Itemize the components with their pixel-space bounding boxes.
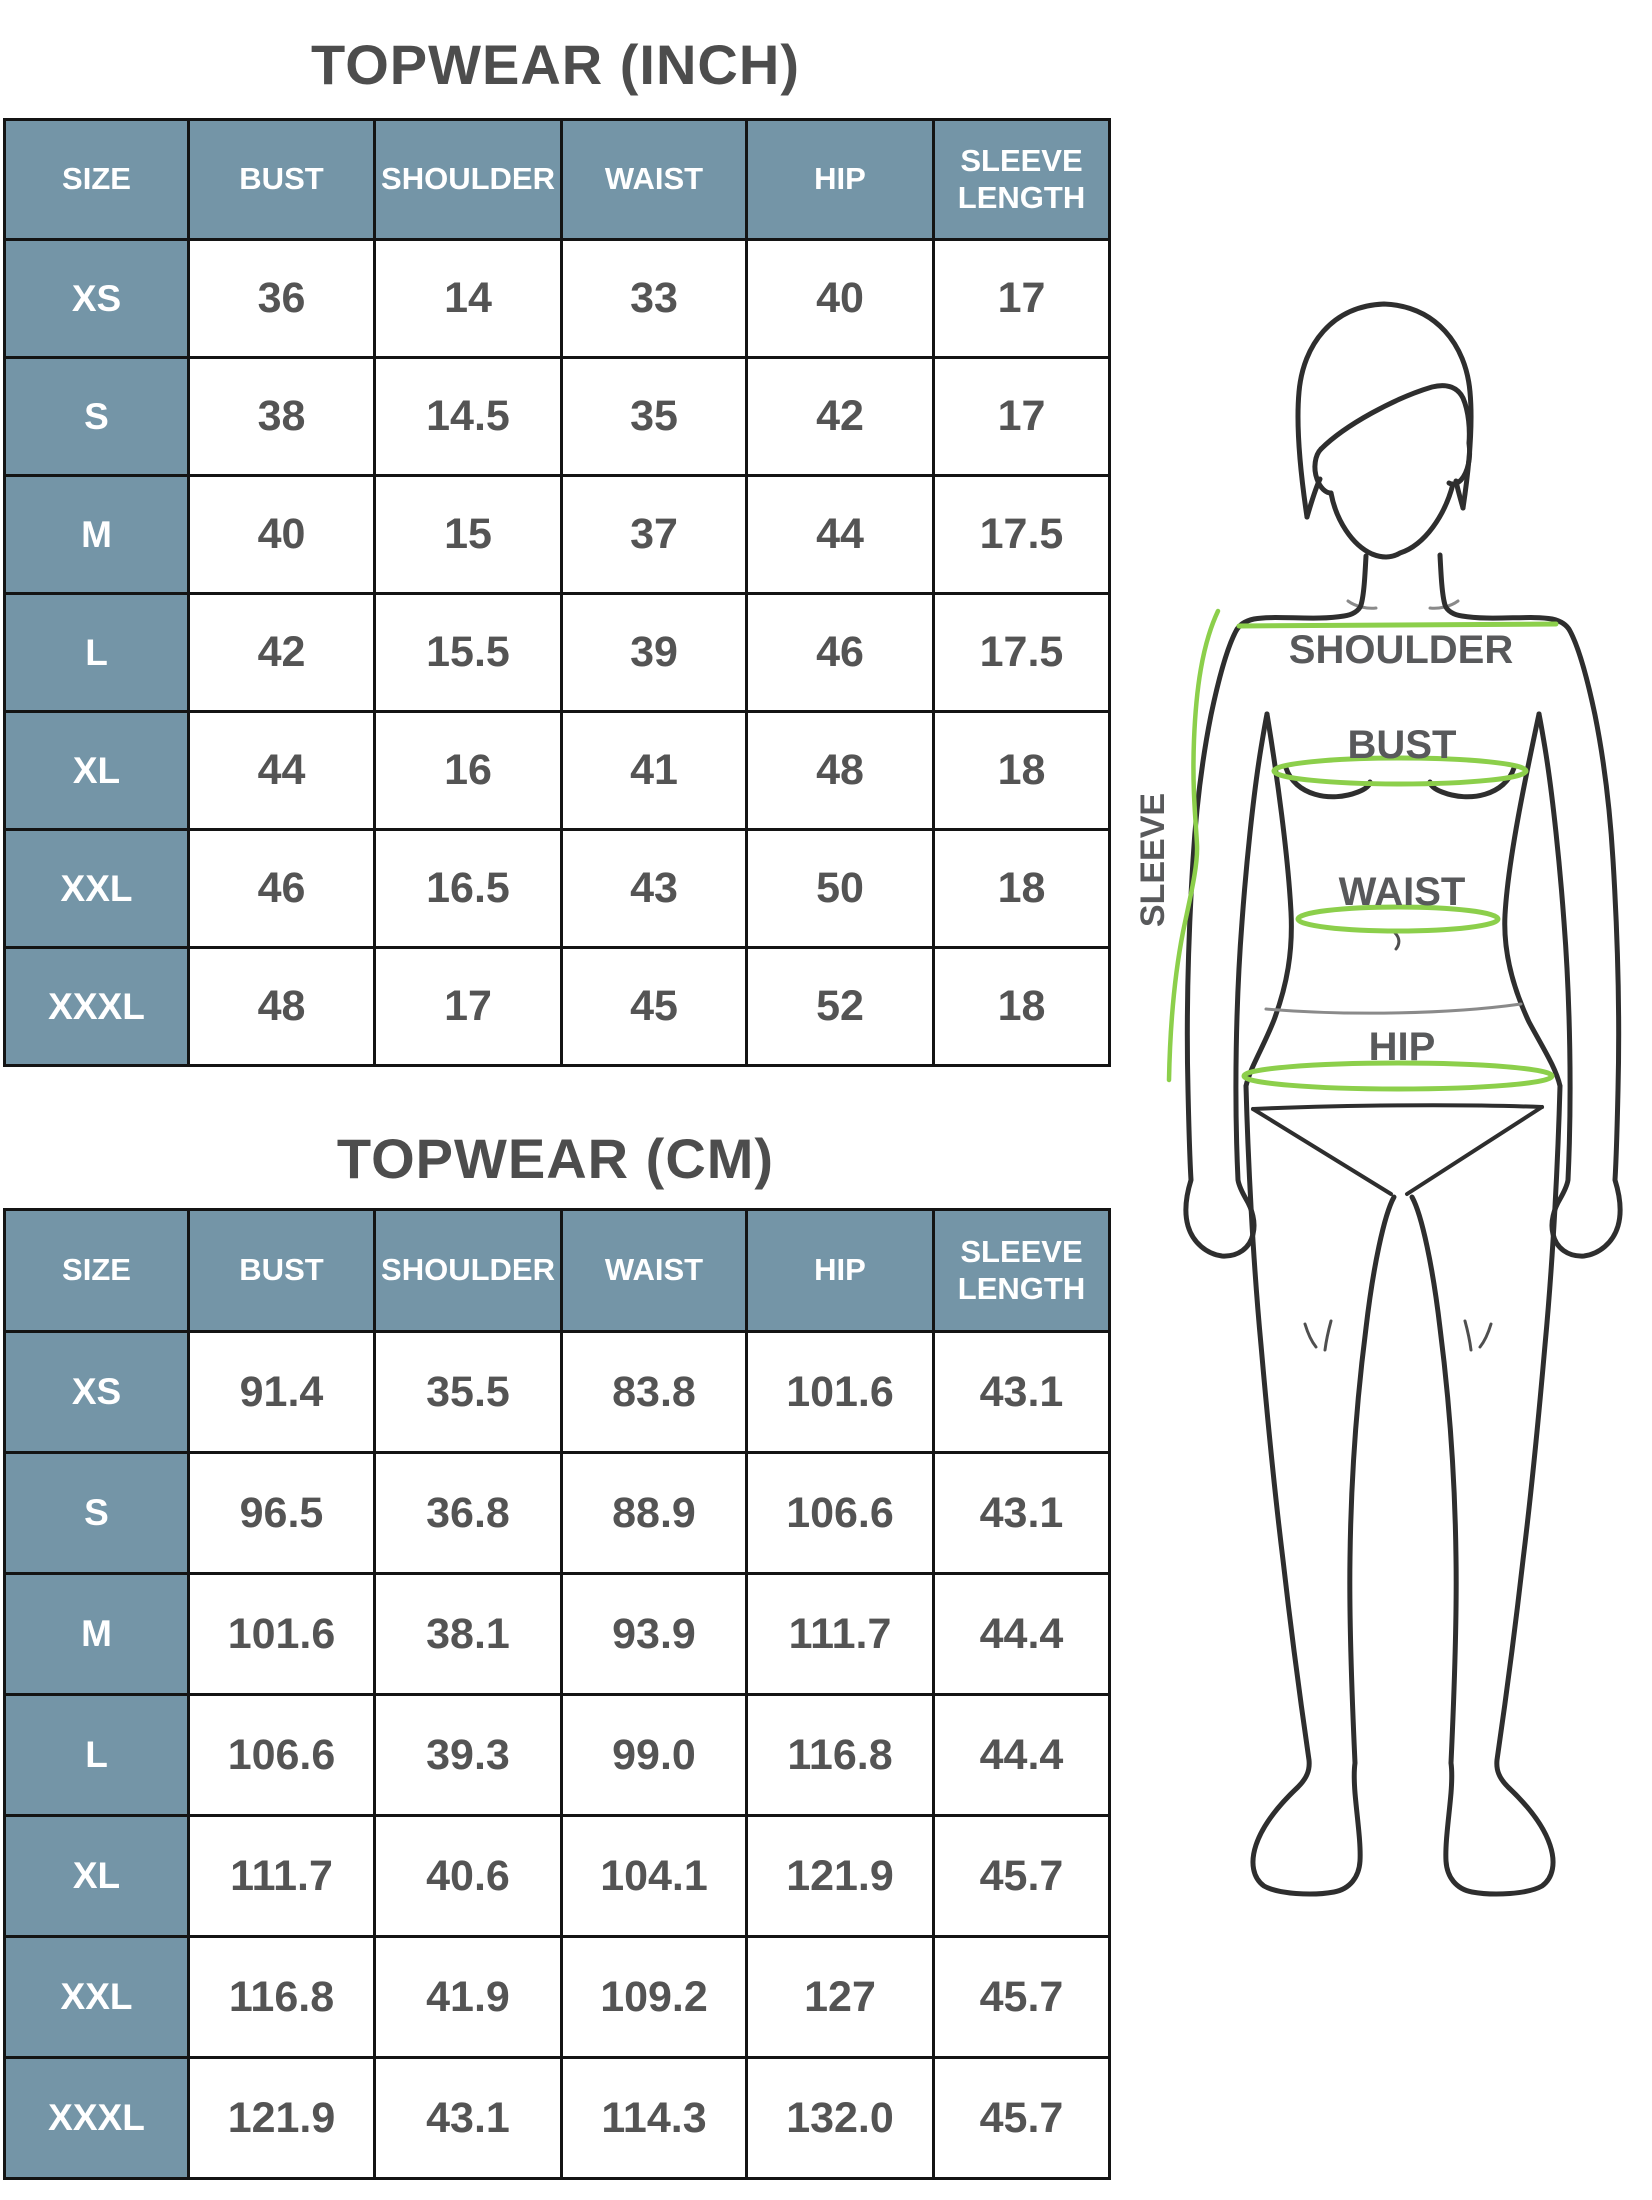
measurement-value: 17.5 xyxy=(934,594,1110,712)
size-label: XS xyxy=(5,240,189,358)
measurement-value: 116.8 xyxy=(747,1695,934,1816)
measurement-value: 46 xyxy=(189,830,375,948)
measurement-value: 43.1 xyxy=(375,2058,562,2179)
measurement-value: 46 xyxy=(747,594,934,712)
measurement-value: 36.8 xyxy=(375,1453,562,1574)
measurement-value: 17 xyxy=(375,948,562,1066)
measurement-value: 101.6 xyxy=(747,1332,934,1453)
measurement-value: 16 xyxy=(375,712,562,830)
measurement-value: 18 xyxy=(934,948,1110,1066)
table-row-xs xyxy=(5,1332,1110,1453)
measurement-value: 33 xyxy=(562,240,747,358)
size-label: XXL xyxy=(5,830,189,948)
navel-mark xyxy=(1395,933,1399,949)
measurement-value: 99.0 xyxy=(562,1695,747,1816)
measurement-value: 35.5 xyxy=(375,1332,562,1453)
measurement-value: 106.6 xyxy=(747,1453,934,1574)
table-row-m xyxy=(5,1574,1110,1695)
topwear-inch-table xyxy=(3,118,1111,1067)
column-header-shoulder: SHOULDER xyxy=(375,1210,562,1332)
measurement-value: 114.3 xyxy=(562,2058,747,2179)
measurement-value: 101.6 xyxy=(189,1574,375,1695)
table-row-l xyxy=(5,1695,1110,1816)
measurement-value: 111.7 xyxy=(747,1574,934,1695)
right-leg-outline xyxy=(1412,1086,1560,1894)
size-label: S xyxy=(5,1453,189,1574)
measurement-value: 40 xyxy=(189,476,375,594)
measurement-value: 121.9 xyxy=(747,1816,934,1937)
measurement-value: 14 xyxy=(375,240,562,358)
size-label: XL xyxy=(5,712,189,830)
right-knee-mark xyxy=(1465,1321,1491,1350)
measurement-value: 40.6 xyxy=(375,1816,562,1937)
measurement-value: 43 xyxy=(562,830,747,948)
column-header-bust: BUST xyxy=(189,1210,375,1332)
size-label: M xyxy=(5,476,189,594)
measurement-value: 45.7 xyxy=(934,1937,1110,2058)
hair-outline xyxy=(1298,304,1471,517)
left-knee-mark xyxy=(1305,1321,1331,1350)
size-label: XXXL xyxy=(5,948,189,1066)
measurement-value: 83.8 xyxy=(562,1332,747,1453)
inch-header-row xyxy=(5,120,1110,240)
measurement-value: 45.7 xyxy=(934,1816,1110,1937)
column-header-hip: HIP xyxy=(747,1210,934,1332)
measurement-value: 42 xyxy=(189,594,375,712)
bikini-left-line xyxy=(1253,1109,1391,1194)
measurement-value: 111.7 xyxy=(189,1816,375,1937)
bust-label: BUST xyxy=(1347,723,1457,767)
measurement-value: 41.9 xyxy=(375,1937,562,2058)
shoulder-measure-line xyxy=(1239,624,1556,626)
size-label: XXL xyxy=(5,1937,189,2058)
column-header-size: SIZE xyxy=(5,120,189,240)
measurement-value: 18 xyxy=(934,712,1110,830)
table-row-s xyxy=(5,1453,1110,1574)
waist-label: WAIST xyxy=(1338,870,1466,914)
measurement-value: 38 xyxy=(189,358,375,476)
column-header-bust: BUST xyxy=(189,120,375,240)
measurement-value: 93.9 xyxy=(562,1574,747,1695)
measurement-value: 44 xyxy=(747,476,934,594)
table-row-xxl xyxy=(5,830,1110,948)
hip-separator-line xyxy=(1266,1004,1521,1013)
measurement-value: 39.3 xyxy=(375,1695,562,1816)
column-header-waist: WAIST xyxy=(562,120,747,240)
measurement-value: 104.1 xyxy=(562,1816,747,1937)
measurement-value: 48 xyxy=(747,712,934,830)
sleeve-label: SLEEVE xyxy=(1134,792,1172,928)
measurement-value: 121.9 xyxy=(189,2058,375,2179)
size-label: L xyxy=(5,1695,189,1816)
measurement-value: 45.7 xyxy=(934,2058,1110,2179)
left-leg-outline xyxy=(1246,1086,1394,1894)
measurement-value: 17 xyxy=(934,240,1110,358)
measurement-value: 16.5 xyxy=(375,830,562,948)
bikini-top-line xyxy=(1253,1105,1542,1109)
table-row-xxxl xyxy=(5,948,1110,1066)
measurement-value: 127 xyxy=(747,1937,934,2058)
measurement-value: 50 xyxy=(747,830,934,948)
shoulder-label: SHOULDER xyxy=(1288,628,1514,672)
bikini-right-line xyxy=(1407,1107,1542,1194)
cm-table-title: TOPWEAR (CM) xyxy=(336,1127,775,1190)
hip-label: HIP xyxy=(1368,1025,1436,1069)
measurement-value: 17 xyxy=(934,358,1110,476)
measurement-value: 106.6 xyxy=(189,1695,375,1816)
measurement-value: 39 xyxy=(562,594,747,712)
column-header-waist: WAIST xyxy=(562,1210,747,1332)
table-row-xxxl xyxy=(5,2058,1110,2179)
measurement-value: 15 xyxy=(375,476,562,594)
measurement-value: 37 xyxy=(562,476,747,594)
table-row-xxl xyxy=(5,1937,1110,2058)
table-row-xs xyxy=(5,240,1110,358)
size-label: M xyxy=(5,1574,189,1695)
measurement-value: 18 xyxy=(934,830,1110,948)
size-label: XS xyxy=(5,1332,189,1453)
measurement-value: 96.5 xyxy=(189,1453,375,1574)
cm-header-row xyxy=(5,1210,1110,1332)
table-row-xl xyxy=(5,1816,1110,1937)
measurement-value: 116.8 xyxy=(189,1937,375,2058)
measurement-value: 44 xyxy=(189,712,375,830)
measurement-value: 88.9 xyxy=(562,1453,747,1574)
size-label: L xyxy=(5,594,189,712)
measurement-value: 38.1 xyxy=(375,1574,562,1695)
measurement-value: 52 xyxy=(747,948,934,1066)
measurement-value: 35 xyxy=(562,358,747,476)
measurement-value: 14.5 xyxy=(375,358,562,476)
measurement-value: 15.5 xyxy=(375,594,562,712)
table-row-xl xyxy=(5,712,1110,830)
measurement-value: 43.1 xyxy=(934,1332,1110,1453)
measurement-value: 45 xyxy=(562,948,747,1066)
size-label: XL xyxy=(5,1816,189,1937)
measurement-value: 40 xyxy=(747,240,934,358)
measurement-value: 43.1 xyxy=(934,1453,1110,1574)
body-measurement-diagram xyxy=(1130,290,1640,1910)
measurement-value: 42 xyxy=(747,358,934,476)
measurement-value: 41 xyxy=(562,712,747,830)
column-header-hip: HIP xyxy=(747,120,934,240)
size-label: S xyxy=(5,358,189,476)
measurement-value: 44.4 xyxy=(934,1695,1110,1816)
inch-table-title: TOPWEAR (INCH) xyxy=(311,33,800,96)
measurement-value: 17.5 xyxy=(934,476,1110,594)
measurement-value: 36 xyxy=(189,240,375,358)
measurement-value: 91.4 xyxy=(189,1332,375,1453)
topwear-cm-table xyxy=(3,1208,1111,2180)
measurement-value: 44.4 xyxy=(934,1574,1110,1695)
measurement-value: 48 xyxy=(189,948,375,1066)
table-row-m xyxy=(5,476,1110,594)
column-header-size: SIZE xyxy=(5,1210,189,1332)
measurement-value: 132.0 xyxy=(747,2058,934,2179)
column-header-sleeve-length: SLEEVE LENGTH xyxy=(934,120,1110,240)
measurement-value: 109.2 xyxy=(562,1937,747,2058)
column-header-shoulder: SHOULDER xyxy=(375,120,562,240)
column-header-sleeve-length: SLEEVE LENGTH xyxy=(934,1210,1110,1332)
size-label: XXXL xyxy=(5,2058,189,2179)
hair-fringe xyxy=(1321,386,1469,449)
table-row-l xyxy=(5,594,1110,712)
face-outline xyxy=(1331,484,1453,557)
table-row-s xyxy=(5,358,1110,476)
